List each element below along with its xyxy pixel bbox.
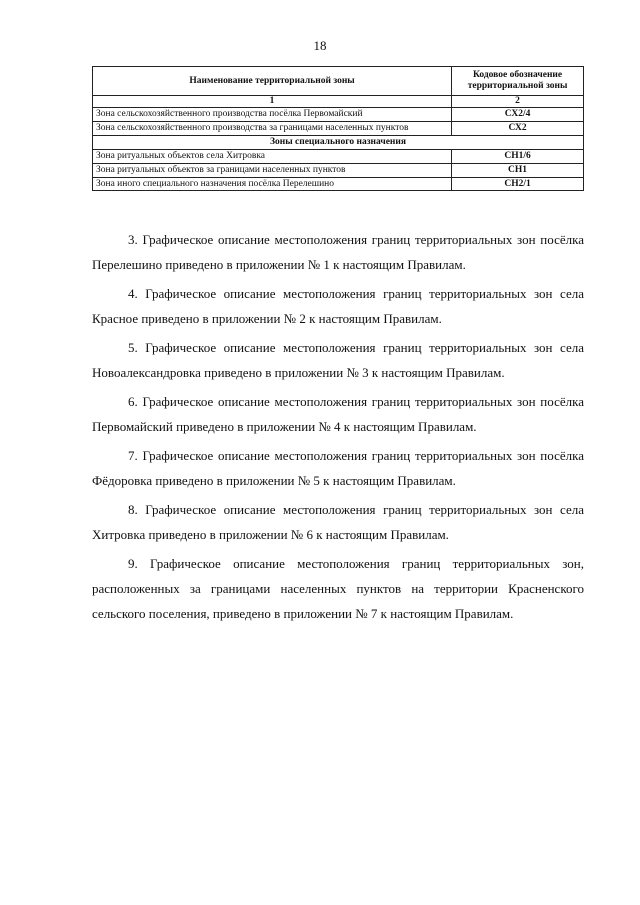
table-row [93,177,584,191]
zone-name: Зона сельскохозяйственного производства за границами населенных пунктов [93,121,452,135]
territorial-zones-table [92,66,584,191]
section-header-row [93,135,584,149]
zone-code: СХ2/4 [452,107,584,121]
page-number: 18 [313,38,327,53]
paragraph: 6. Графическое описание местоположения границ территориальных зон посёлка Первомайский приведено в приложении № 4 к настоящим Правилам. [92,394,584,434]
zone-name: Зона иного специального назначения посёлка Перелешино [93,177,452,191]
table-header-row [93,67,584,96]
column-number-2: 2 [452,96,584,108]
paragraph: 3. Графическое описание местоположения границ территориальных зон посёлка Перелешино приведено в приложении № 1 к настоящим Правилам. [92,232,584,272]
column-number-1: 1 [93,96,452,108]
header-zone-name: Наименование территориальной зоны [93,67,452,96]
section-title: Зоны специального назначения [93,135,584,149]
table-row [93,121,584,135]
table-row [93,107,584,121]
zone-name: Зона ритуальных объектов за границами населенных пунктов [93,163,452,177]
zone-code: СН1 [452,163,584,177]
table-row [93,163,584,177]
zone-code: СХ2 [452,121,584,135]
paragraph: 7. Графическое описание местоположения границ территориальных зон посёлка Фёдоровка приведено в приложении № 5 к настоящим Правилам. [92,448,584,488]
paragraph: 9. Графическое описание местоположения границ территориальных зон, расположенных за границами населенных пунктов на территории Красненского сельского поселения, приведено в приложении № 7 к настоящим Правилам. [92,556,584,621]
paragraph: 8. Графическое описание местоположения границ территориальных зон села Хитровка приведено в приложении № 6 к настоящим Правилам. [92,502,584,542]
paragraph: 4. Графическое описание местоположения границ территориальных зон села Красное приведено в приложении № 2 к настоящим Правилам. [92,286,584,326]
body-text [92,227,584,630]
column-numbers-row [93,96,584,108]
zone-code: СН1/6 [452,149,584,163]
zone-code: СН2/1 [452,177,584,191]
header-zone-code: Кодовое обозначение территориальной зоны [452,67,584,96]
zone-name: Зона сельскохозяйственного производства посёлка Первомайский [93,107,452,121]
zone-name: Зона ритуальных объектов села Хитровка [93,149,452,163]
table-row [93,149,584,163]
paragraph: 5. Графическое описание местоположения границ территориальных зон села Новоалександровка приведено в приложении № 3 к настоящим Правилам. [92,340,584,380]
